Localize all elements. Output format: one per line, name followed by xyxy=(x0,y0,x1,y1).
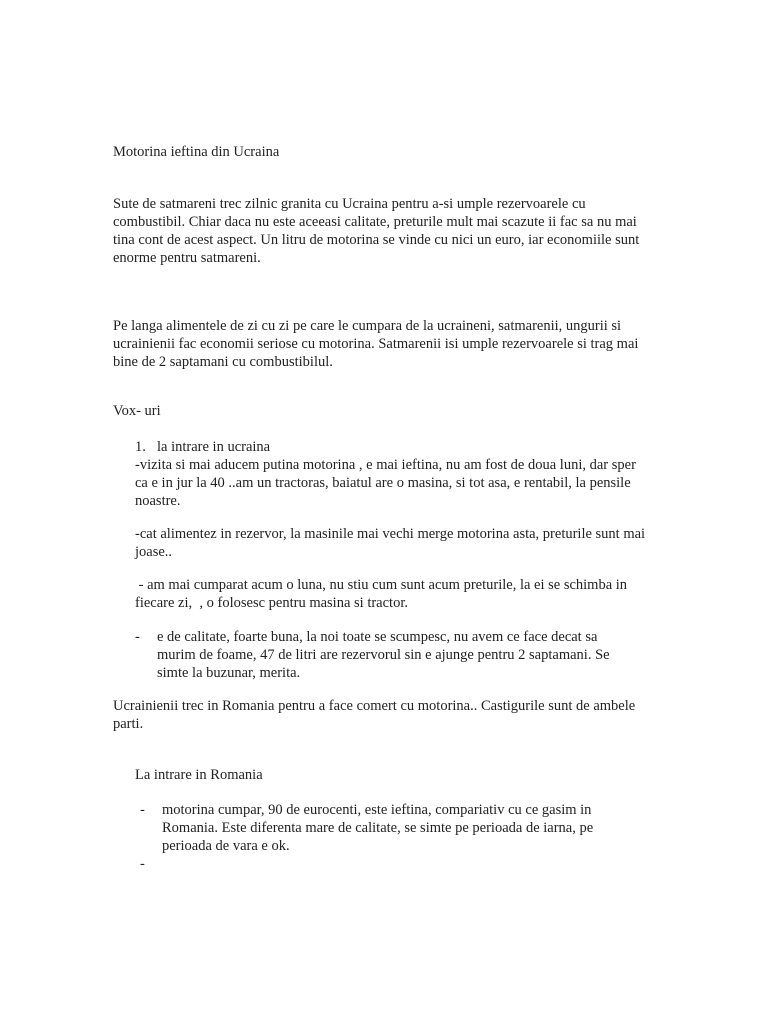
vox-heading: Vox- uri xyxy=(113,403,161,419)
list-item-heading: la intrare in ucraina xyxy=(157,439,271,455)
list-bullet: - xyxy=(135,629,140,645)
quote-paragraph: -cat alimentez in rezervor, la masinile mai vechi merge motorina asta, preturile sunt mai joase.. xyxy=(135,526,646,560)
list-number: 1. xyxy=(135,439,146,455)
intro-paragraph: Sute de satmareni trec zilnic granita cu Ucraina pentru a-si umple rezervoarele cu combustibil. Chiar daca nu este aceeasi calitate, preturile mult mai scazute ii fac sa nu mai tina cont de acest aspect. Un litru de motorina se vinde cu nici un euro, iar economiile sunt enorme pentru satmareni. xyxy=(113,196,640,266)
quote-paragraph: -vizita si mai aducem putina motorina , e mai ieftina, nu am fost de doua luni, dar sper ca e in jur la 40 ..am un tractoras, baiatul are o masina, si tot asa, e rentabil, la pensile noastre. xyxy=(135,457,636,509)
quote-paragraph: - am mai cumparat acum o luna, nu stiu cum sunt acum preturile, la ei se schimba in fiecare zi, , o folosesc pentru masina si tractor. xyxy=(135,577,631,611)
second-paragraph: Pe langa alimentele de zi cu zi pe care le cumpara de la ucraineni, satmarenii, ungurii si ucrainienii fac economii seriose cu motorina. Satmarenii isi umple rezervoarele si trag mai bine de 2 saptamani cu combustibilul. xyxy=(113,318,639,370)
list-bullet: - xyxy=(140,856,145,872)
list-bullet: - xyxy=(140,802,145,818)
romania-heading: La intrare in Romania xyxy=(135,767,263,783)
quote-paragraph: e de calitate, foarte buna, la noi toate se scumpesc, nu avem ce face decat sa murim de foame, 47 de litri are rezervorul sin e ajunge pentru 2 saptamani. Se simte la buzunar, merita. xyxy=(157,629,610,681)
quote-paragraph: motorina cumpar, 90 de eurocenti, este ieftina, compariativ cu ce gasim in Romania. Este diferenta mare de calitate, se simte pe perioada de iarna, pe perioada de vara e ok. xyxy=(162,802,594,854)
document-title: Motorina ieftina din Ucraina xyxy=(113,144,280,160)
third-paragraph: Ucrainienii trec in Romania pentru a face comert cu motorina.. Castigurile sunt de ambele parti. xyxy=(113,698,636,732)
